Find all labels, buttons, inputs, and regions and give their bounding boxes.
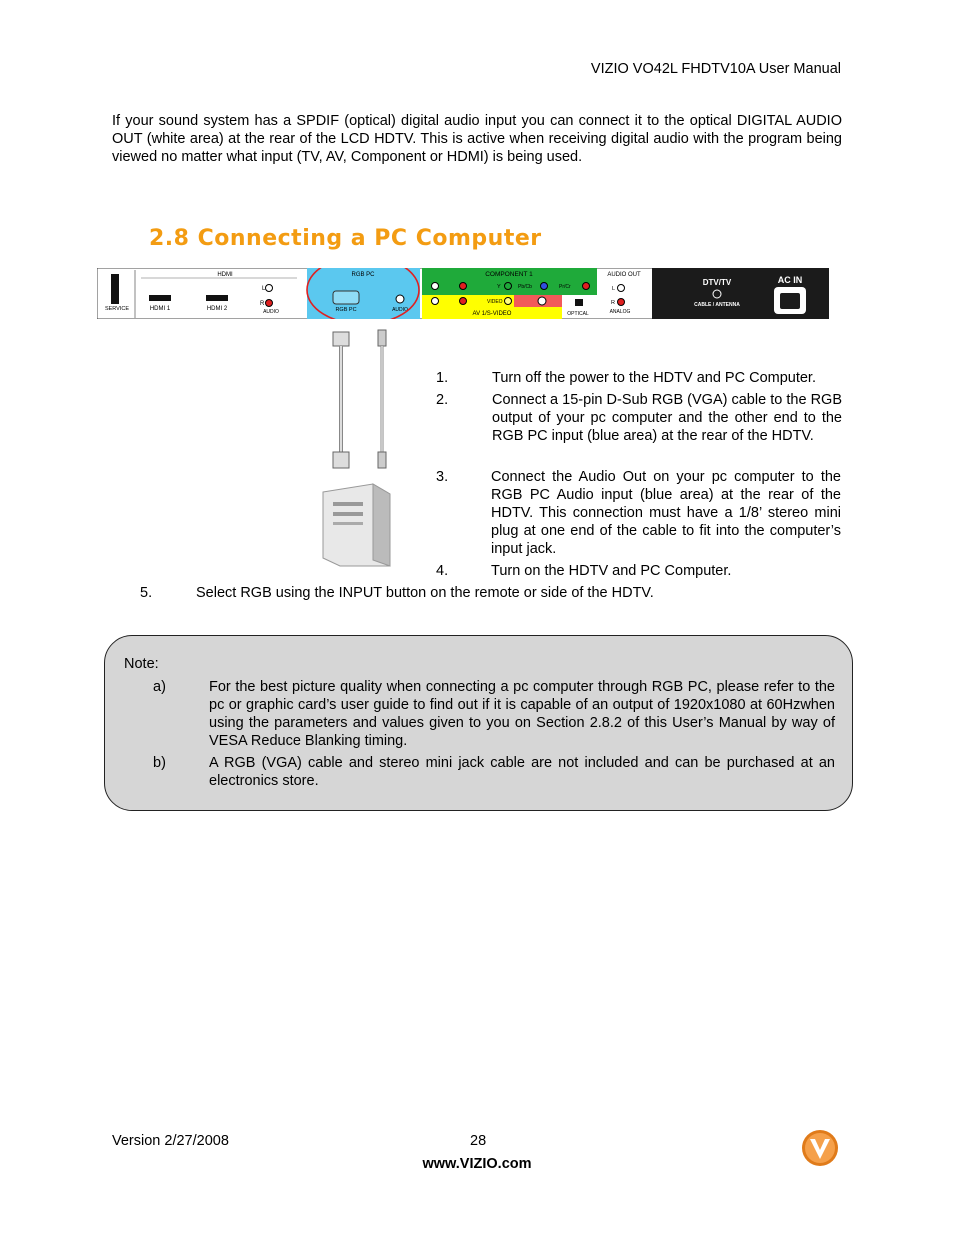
- audio-plug-bottom: [378, 452, 386, 468]
- ac-in-label: AC IN: [777, 275, 803, 285]
- hdmi-audio-l: L: [262, 286, 266, 292]
- av-label: AV 1/S-VIDEO: [472, 311, 512, 317]
- component-pr: Pr/Cr: [559, 284, 571, 290]
- hdmi-audio-l-jack: [266, 285, 273, 292]
- note-item-label: a): [153, 679, 166, 695]
- rgb-pc-port-label: RGB PC: [335, 307, 357, 313]
- component-y: Y: [497, 284, 501, 290]
- dtv-label: DTV/TV: [702, 278, 732, 287]
- note-box: [104, 635, 853, 811]
- hdmi2-port: [206, 295, 228, 301]
- hdmi1-port: [149, 295, 171, 301]
- step-text: Turn off the power to the HDTV and PC Computer.: [492, 370, 816, 386]
- audio-out-r: R: [611, 300, 615, 306]
- step-number: 2.: [436, 392, 449, 408]
- audio-plug-top: [378, 330, 386, 346]
- av-video: VIDEO: [487, 299, 503, 305]
- step-text: Select RGB using the INPUT button on the remote or side of the HDTV.: [196, 585, 654, 601]
- optical-port: [575, 299, 583, 306]
- note-item-text: For the best picture quality when connecting a pc computer through RGB PC, please refer to the pc or graphic card’s user guide to find out if it is capable of an output of 1920x1080 at 60Hzwhen using the parameters and values given to you on Section 2.8.2 of this User’s Manual by way of VESA Reduce Blanking timing.: [209, 679, 835, 749]
- rgb-audio-jack: [396, 295, 404, 303]
- page-number: 28: [470, 1133, 487, 1149]
- hdmi-audio-r-jack: [266, 300, 273, 307]
- analog-label: ANALOG: [609, 309, 631, 315]
- note-item-text: A RGB (VGA) cable and stereo mini jack cable are not included and can be purchased at an electronics store.: [209, 755, 835, 789]
- footer-url: www.VIZIO.com: [422, 1156, 532, 1172]
- audio-out-l: L: [612, 286, 616, 292]
- hdmi-audio-r: R: [260, 301, 265, 307]
- step-text: Connect a 15-pin D-Sub RGB (VGA) cable to the RGB output of your pc computer and the other end to the RGB PC input (blue area) at the rear of the HDTV.: [492, 392, 842, 444]
- component-label: COMPONENT 1: [485, 271, 533, 278]
- vga-port: [333, 291, 359, 304]
- note-item-label: b): [153, 755, 166, 771]
- component-pb: Pb/Cb: [518, 284, 532, 290]
- hdmi-label: HDMI: [217, 272, 233, 278]
- rgb-audio-label: AUDIO: [392, 307, 408, 313]
- intro-paragraph: If your sound system has a SPDIF (optical) digital audio input you can connect it to the optical DIGITAL AUDIO OUT (white area) at the rear of the LCD HDTV. This is active when receiving digital audio with the program being viewed no matter what input (TV, AV, Component or HDMI) is being used.: [112, 113, 842, 165]
- cable-label: CABLE / ANTENNA: [694, 302, 740, 308]
- step-number: 5.: [140, 585, 153, 601]
- service-port: [111, 274, 119, 304]
- document-header: VIZIO VO42L FHDTV10A User Manual: [590, 61, 841, 77]
- vga-connector-bottom: [333, 452, 349, 468]
- step-number: 1.: [436, 370, 449, 386]
- pc-connection-illustration: [318, 322, 418, 568]
- footer-version: Version 2/27/2008: [112, 1133, 229, 1149]
- audio-out-label: AUDIO OUT: [607, 272, 641, 278]
- step-text: Connect the Audio Out on your pc computer to the RGB PC Audio input (blue area) at the rear of the HDTV. This connection must have a 1/8’ stereo mini plug at one end of the cable to fit into the computer’s input jack.: [491, 469, 841, 557]
- hdmi2-label: HDMI 2: [206, 306, 228, 312]
- hdmi1-label: HDMI 1: [149, 306, 171, 312]
- section-title: 2.8 Connecting a PC Computer: [149, 226, 542, 251]
- hdmi-audio-label: AUDIO: [263, 309, 279, 315]
- rgb-pc-label: RGB PC: [351, 272, 375, 278]
- service-label: SERVICE: [104, 306, 130, 312]
- vga-connector-top: [333, 332, 349, 346]
- optical-label: OPTICAL: [567, 311, 589, 317]
- vizio-logo-icon: [800, 1128, 840, 1168]
- note-title: Note:: [124, 656, 159, 672]
- step-number: 3.: [436, 469, 449, 485]
- step-number: 4.: [436, 563, 449, 579]
- tv-rear-panel-diagram: [97, 268, 829, 319]
- step-text: Turn on the HDTV and PC Computer.: [491, 563, 732, 579]
